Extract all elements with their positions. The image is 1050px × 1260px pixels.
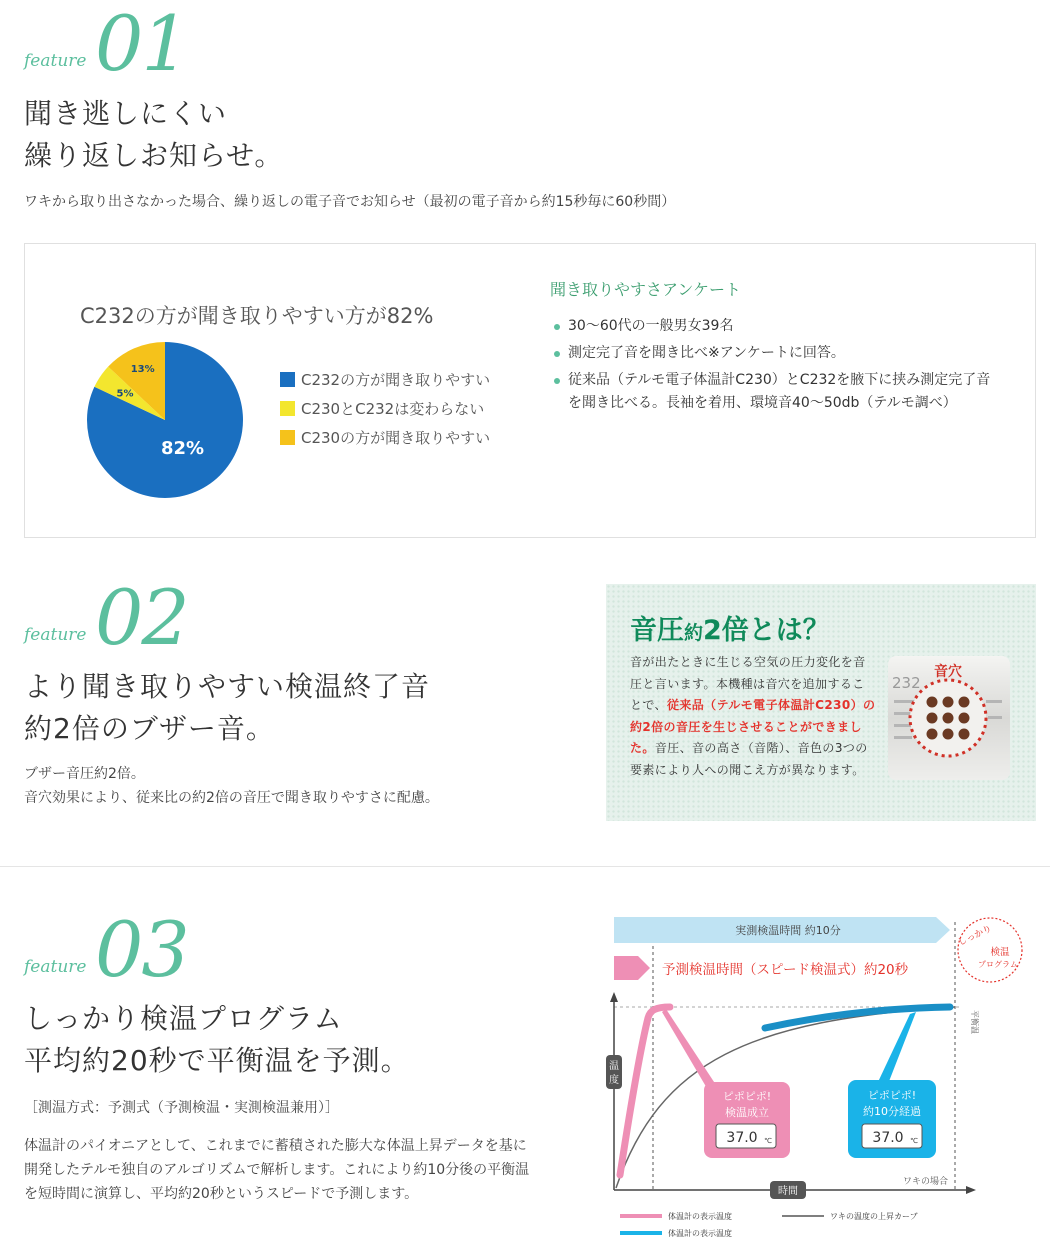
sound-hole <box>927 729 938 740</box>
feature-03-label: feature <box>24 957 87 977</box>
sound-hole <box>943 697 954 708</box>
legend-blue: 体温計の表示温度 <box>668 1229 732 1238</box>
actual-time-label: 実測検温時間 約10分 <box>735 924 841 937</box>
sound-hole <box>927 697 938 708</box>
sound-hole-label: 音穴 <box>934 664 962 680</box>
survey-item: 30〜60代の一般男女39名 <box>552 315 1002 338</box>
legend-item-1 <box>280 369 490 390</box>
feature-01-description: ワキから取り出さなかった場合、繰り返しの電子音でお知らせ（最初の電子音から約15秒毎に60秒間） <box>24 194 676 210</box>
predict-time-label: 予測検温時間（スピード検温式）約20秒 <box>662 962 909 978</box>
sound-hole <box>959 729 970 740</box>
pie-label-3: 13% <box>130 363 155 375</box>
callout-pink-line1: ピポピポ! <box>722 1090 772 1103</box>
feature-03-desc-line2: 開発したテルモ独自のアルゴリズムで解析します。これにより約10分後の平衡温 <box>24 1162 530 1178</box>
survey-list <box>552 315 1002 419</box>
sound-hole <box>927 713 938 724</box>
sound-hole-photo <box>888 656 1010 780</box>
legend-swatch-1 <box>280 372 295 387</box>
survey-title: 聞き取りやすさアンケート <box>550 280 742 299</box>
predict-arrow <box>614 956 650 980</box>
legend-label-2: C230とC232は変わらない <box>301 400 485 418</box>
sound-hole <box>943 729 954 740</box>
legend-label-3: C230の方が聞き取りやすい <box>301 429 491 447</box>
feature-03-heading-line2: 平均約20秒で平衡温を予測。 <box>24 1044 410 1077</box>
badge-text-2: 検温 <box>990 947 1010 958</box>
feature-01-label: feature <box>24 51 87 71</box>
survey-box <box>24 243 1036 538</box>
feature-01-heading <box>24 93 283 177</box>
feature-03-description <box>24 1134 529 1206</box>
legend-label-1: C232の方が聞き取りやすい <box>301 371 491 389</box>
callout-pink-line2: 検温成立 <box>725 1106 769 1119</box>
x-axis-label: 時間 <box>778 1186 798 1197</box>
legend-item-2 <box>280 398 484 419</box>
feature-02-desc-line1: ブザー音圧約2倍。 <box>24 766 145 782</box>
callout-blue-line2: 約10分経過 <box>863 1105 921 1118</box>
survey-item: 従来品（テルモ電子体温計C230）とC232を腋下に挟み測定完了音を聞き比べる。長袖を着用、環境音40〜50db（テルモ調べ） <box>552 369 1002 415</box>
pie-label-1: 82% <box>161 437 205 459</box>
feature-01-heading-line2: 繰り返しお知らせ。 <box>24 139 284 172</box>
sound-hole <box>943 713 954 724</box>
section-divider <box>0 866 1050 867</box>
callout-pink-reading: 37.0 <box>726 1130 758 1146</box>
legend-swatch-2 <box>280 401 295 416</box>
feature-01-heading-line1: 聞き逃しにくい <box>24 97 228 130</box>
y-axis-char-1: 温 <box>609 1061 619 1072</box>
pie-label-2: 5% <box>116 388 134 400</box>
device-model-text: 232 <box>892 674 921 692</box>
legend-swatch-3 <box>280 430 295 445</box>
feature-03-heading-line1: しっかり検温プログラム <box>24 1002 343 1035</box>
temperature-diagram <box>600 910 1040 1250</box>
feature-02-heading <box>24 666 430 750</box>
feature-03-desc-line3: を短時間に演算し、平均約20秒というスピードで予測します。 <box>24 1186 419 1202</box>
callout-pink-unit: ℃ <box>764 1137 772 1145</box>
feature-03-desc-line1: 体温計のパイオニアとして、これまでに蓄積された膨大な体温上昇データを基に <box>24 1138 527 1154</box>
equilibrium-label: 平衡温 <box>970 1010 979 1034</box>
legend-item-3 <box>280 427 490 448</box>
feature-02-label: feature <box>24 625 87 645</box>
sound-pressure-title: 音圧約2倍とは？ <box>630 615 830 646</box>
measurement-method: ［測温方式：予測式（予測検温・実測検温兼用）］ <box>24 1100 339 1116</box>
legend-pink: 体温計の表示温度 <box>668 1212 732 1221</box>
feature-02-number: 02 <box>95 573 188 662</box>
feature-03-number: 03 <box>95 905 188 994</box>
y-axis-char-2: 度 <box>609 1075 619 1086</box>
callout-blue-line1: ピポピポ! <box>867 1089 917 1102</box>
pie-chart-title: C232の方が聞き取りやすい方が82% <box>80 304 434 328</box>
callout-blue-reading: 37.0 <box>872 1130 904 1146</box>
feature-01-number: 01 <box>95 0 188 88</box>
feature-02-heading-line2: 約2倍のブザー音。 <box>24 712 275 745</box>
badge-text-3: プログラム <box>978 960 1018 969</box>
sound-hole <box>959 713 970 724</box>
sound-hole <box>959 697 970 708</box>
feature-02-desc-line2: 音穴効果により、従来比の約2倍の音圧で聞き取りやすさに配慮。 <box>24 790 439 806</box>
pie-chart <box>85 340 245 500</box>
feature-03-heading <box>24 998 410 1082</box>
survey-item: 測定完了音を聞き比べ※アンケートに回答。 <box>552 342 1002 365</box>
sound-pressure-text: 音が出たときに生じる空気の圧力変化を音圧と言います。本機種は音穴を追加することで、従来品（テルモ電子体温計C230）の約2倍の音圧を生じさせることができました。音圧、音の高さ（音階）、音色の3つの要素により人への聞こえ方が異なります。 <box>630 655 876 777</box>
feature-02-heading-line1: より聞き取りやすい検温終了音 <box>24 670 431 703</box>
feature-02-description <box>24 762 439 810</box>
callout-blue-unit: ℃ <box>910 1137 918 1145</box>
case-note: ワキの場合 <box>902 1177 948 1187</box>
badge-text-1: しっかり <box>956 924 994 949</box>
legend-gray: ワキの温度の上昇カーブ <box>830 1212 918 1221</box>
sound-pressure-box <box>606 584 1036 821</box>
